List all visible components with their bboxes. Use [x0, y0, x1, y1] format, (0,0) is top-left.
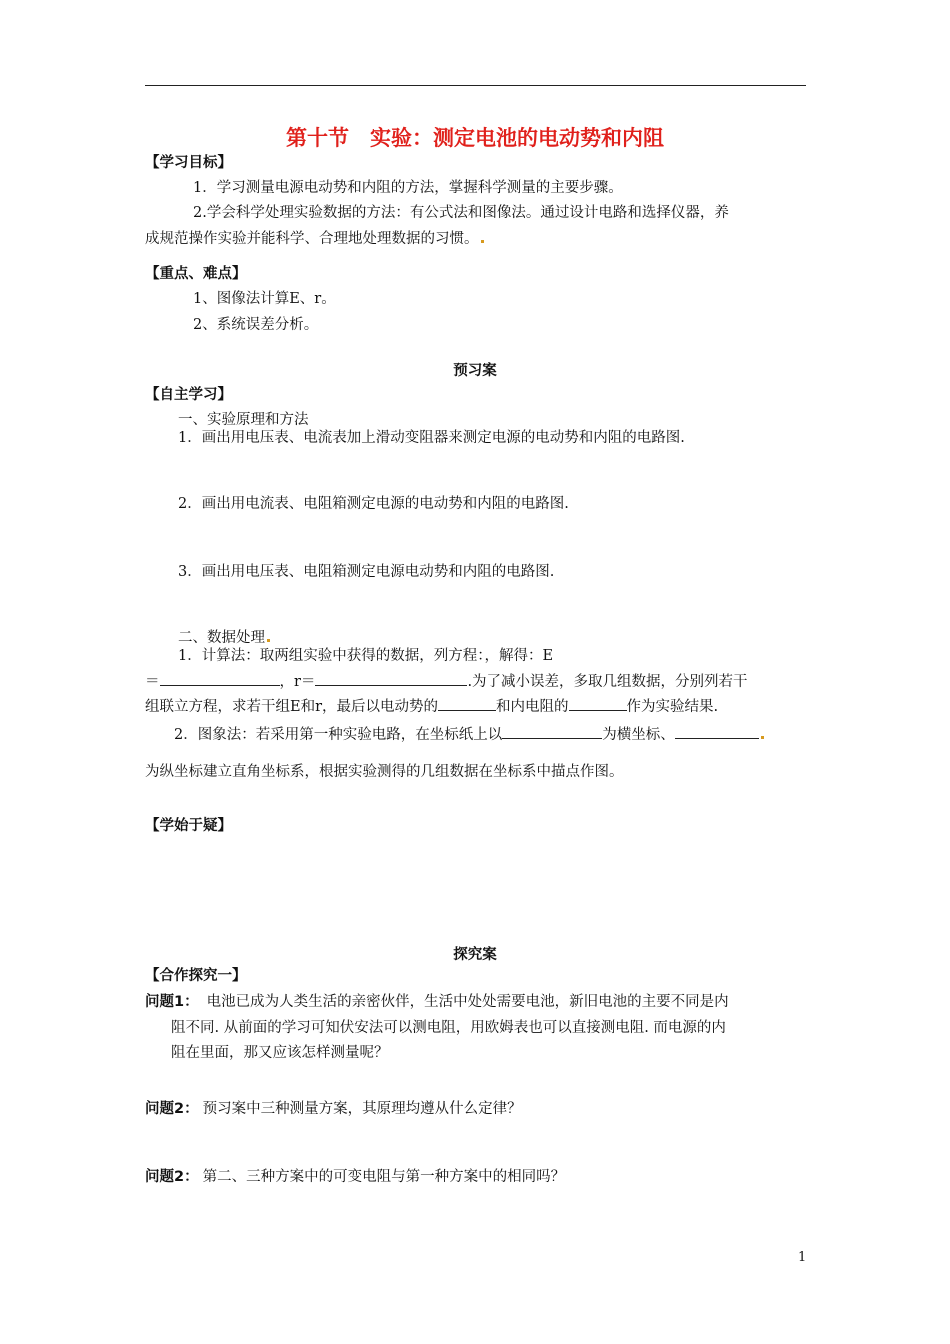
edit-mark-icon	[481, 240, 484, 243]
problem-1-line-2: 阻不同. 从前面的学习可知伏安法可以测电阻，用欧姆表也可以直接测电阻. 而电源的内	[171, 1020, 726, 1036]
calc-e-label: ＝	[145, 674, 160, 690]
blank-x-axis	[502, 724, 602, 739]
calc-line-2-tail: .为了减小误差，多取几组数据，分别列若干	[467, 674, 748, 690]
goal-item-2a	[193, 203, 729, 223]
graph-line-2: 为纵坐标建立直角坐标系，根据实验测得的几组数据在坐标系中描点作图。	[145, 764, 624, 780]
problem-1-line-3: 阻在里面，那又应该怎样测量呢？	[171, 1045, 389, 1061]
explore-heading: 探究案	[453, 946, 497, 963]
goal-item-2b-text: 成规范操作实验并能科学、合理地处理数据的习惯。	[145, 231, 479, 247]
key-point-2: 2、系统误差分析。	[193, 317, 319, 333]
page-title: 第十节 实验：测定电池的电动势和内阻	[286, 126, 664, 150]
problem-2-text: 预习案中三种测量方案，其原理均遵从什么定律？	[202, 1101, 522, 1117]
doubt-heading: 【学始于疑】	[145, 818, 232, 834]
coop-heading: 【合作探究一】	[145, 968, 247, 984]
graph-line-1	[174, 724, 764, 745]
question-2	[178, 494, 569, 514]
problem-2	[145, 1099, 522, 1119]
section-1-title: 一、实验原理和方法	[178, 412, 309, 428]
problem-1-text: 电池已成为人类生活的亲密伙伴，生活中处处需要电池，新旧电池的主要不同是内	[206, 994, 729, 1010]
question-1: 1．画出用电压表、电流表加上滑动变阻器来测定电源的电动势和内阻的电路图.	[178, 430, 685, 446]
section-2-text: 二、数据处理	[178, 630, 265, 646]
problem-2-label: 问题2：	[145, 1101, 199, 1117]
blank-r	[315, 671, 467, 686]
header-rule	[145, 85, 806, 86]
blank-y-axis	[675, 724, 759, 739]
preview-heading: 预习案	[453, 362, 497, 379]
calc-r-label: ，r＝	[279, 674, 316, 690]
calc-line-2	[145, 671, 748, 692]
blank-emf-result	[438, 696, 496, 711]
calc-line-3	[145, 696, 718, 717]
problem-3-label: 问题2：	[145, 1169, 199, 1185]
question-3: 3．画出用电压表、电阻箱测定电源电动势和内阻的电路图.	[178, 564, 555, 580]
edit-mark-icon	[267, 639, 270, 642]
calc-line-3-mid: 和内电阻的	[496, 699, 569, 715]
key-points-heading: 【重点、难点】	[145, 266, 247, 282]
blank-resistance-result	[569, 696, 627, 711]
calc-line-3-tail: 作为实验结果.	[626, 699, 719, 715]
goal-item-2b	[145, 229, 484, 249]
key-point-1: 1、图像法计算E、r。	[193, 291, 336, 307]
calc-line-3-head: 组联立方程，求若干组E和r，最后以电动势的	[145, 699, 439, 715]
question-2-text: 2．画出用电流表、电阻箱测定电源的电动势和内阻的电路图.	[178, 496, 569, 512]
section-2-title	[178, 628, 270, 648]
graph-line-1-mid: 为横坐标、	[602, 727, 675, 743]
goal-item-1: 1．学习测量电源电动势和内阻的方法，掌握科学测量的主要步骤。	[193, 180, 623, 196]
self-study-heading: 【自主学习】	[145, 387, 232, 403]
problem-3	[145, 1167, 565, 1187]
problem-3-text: 第二、三种方案中的可变电阻与第一种方案中的相同吗？	[202, 1169, 566, 1185]
problem-1-label: 问题1：	[145, 994, 199, 1010]
blank-e	[160, 671, 280, 686]
goals-heading: 【学习目标】	[145, 155, 232, 171]
calc-line-1: 1．计算法：取两组实验中获得的数据，列方程：，解得：E	[178, 648, 554, 664]
problem-1-line-1	[145, 992, 729, 1012]
goal-item-2a-text: 2.学会科学处理实验数据的方法：有公式法和图像法。通过设计电路和选择仪器，养	[193, 205, 729, 221]
edit-mark-icon	[761, 736, 764, 739]
graph-line-1-head: 2．图象法：若采用第一种实验电路，在坐标纸上以	[174, 727, 503, 743]
page-number: 1	[798, 1250, 807, 1265]
